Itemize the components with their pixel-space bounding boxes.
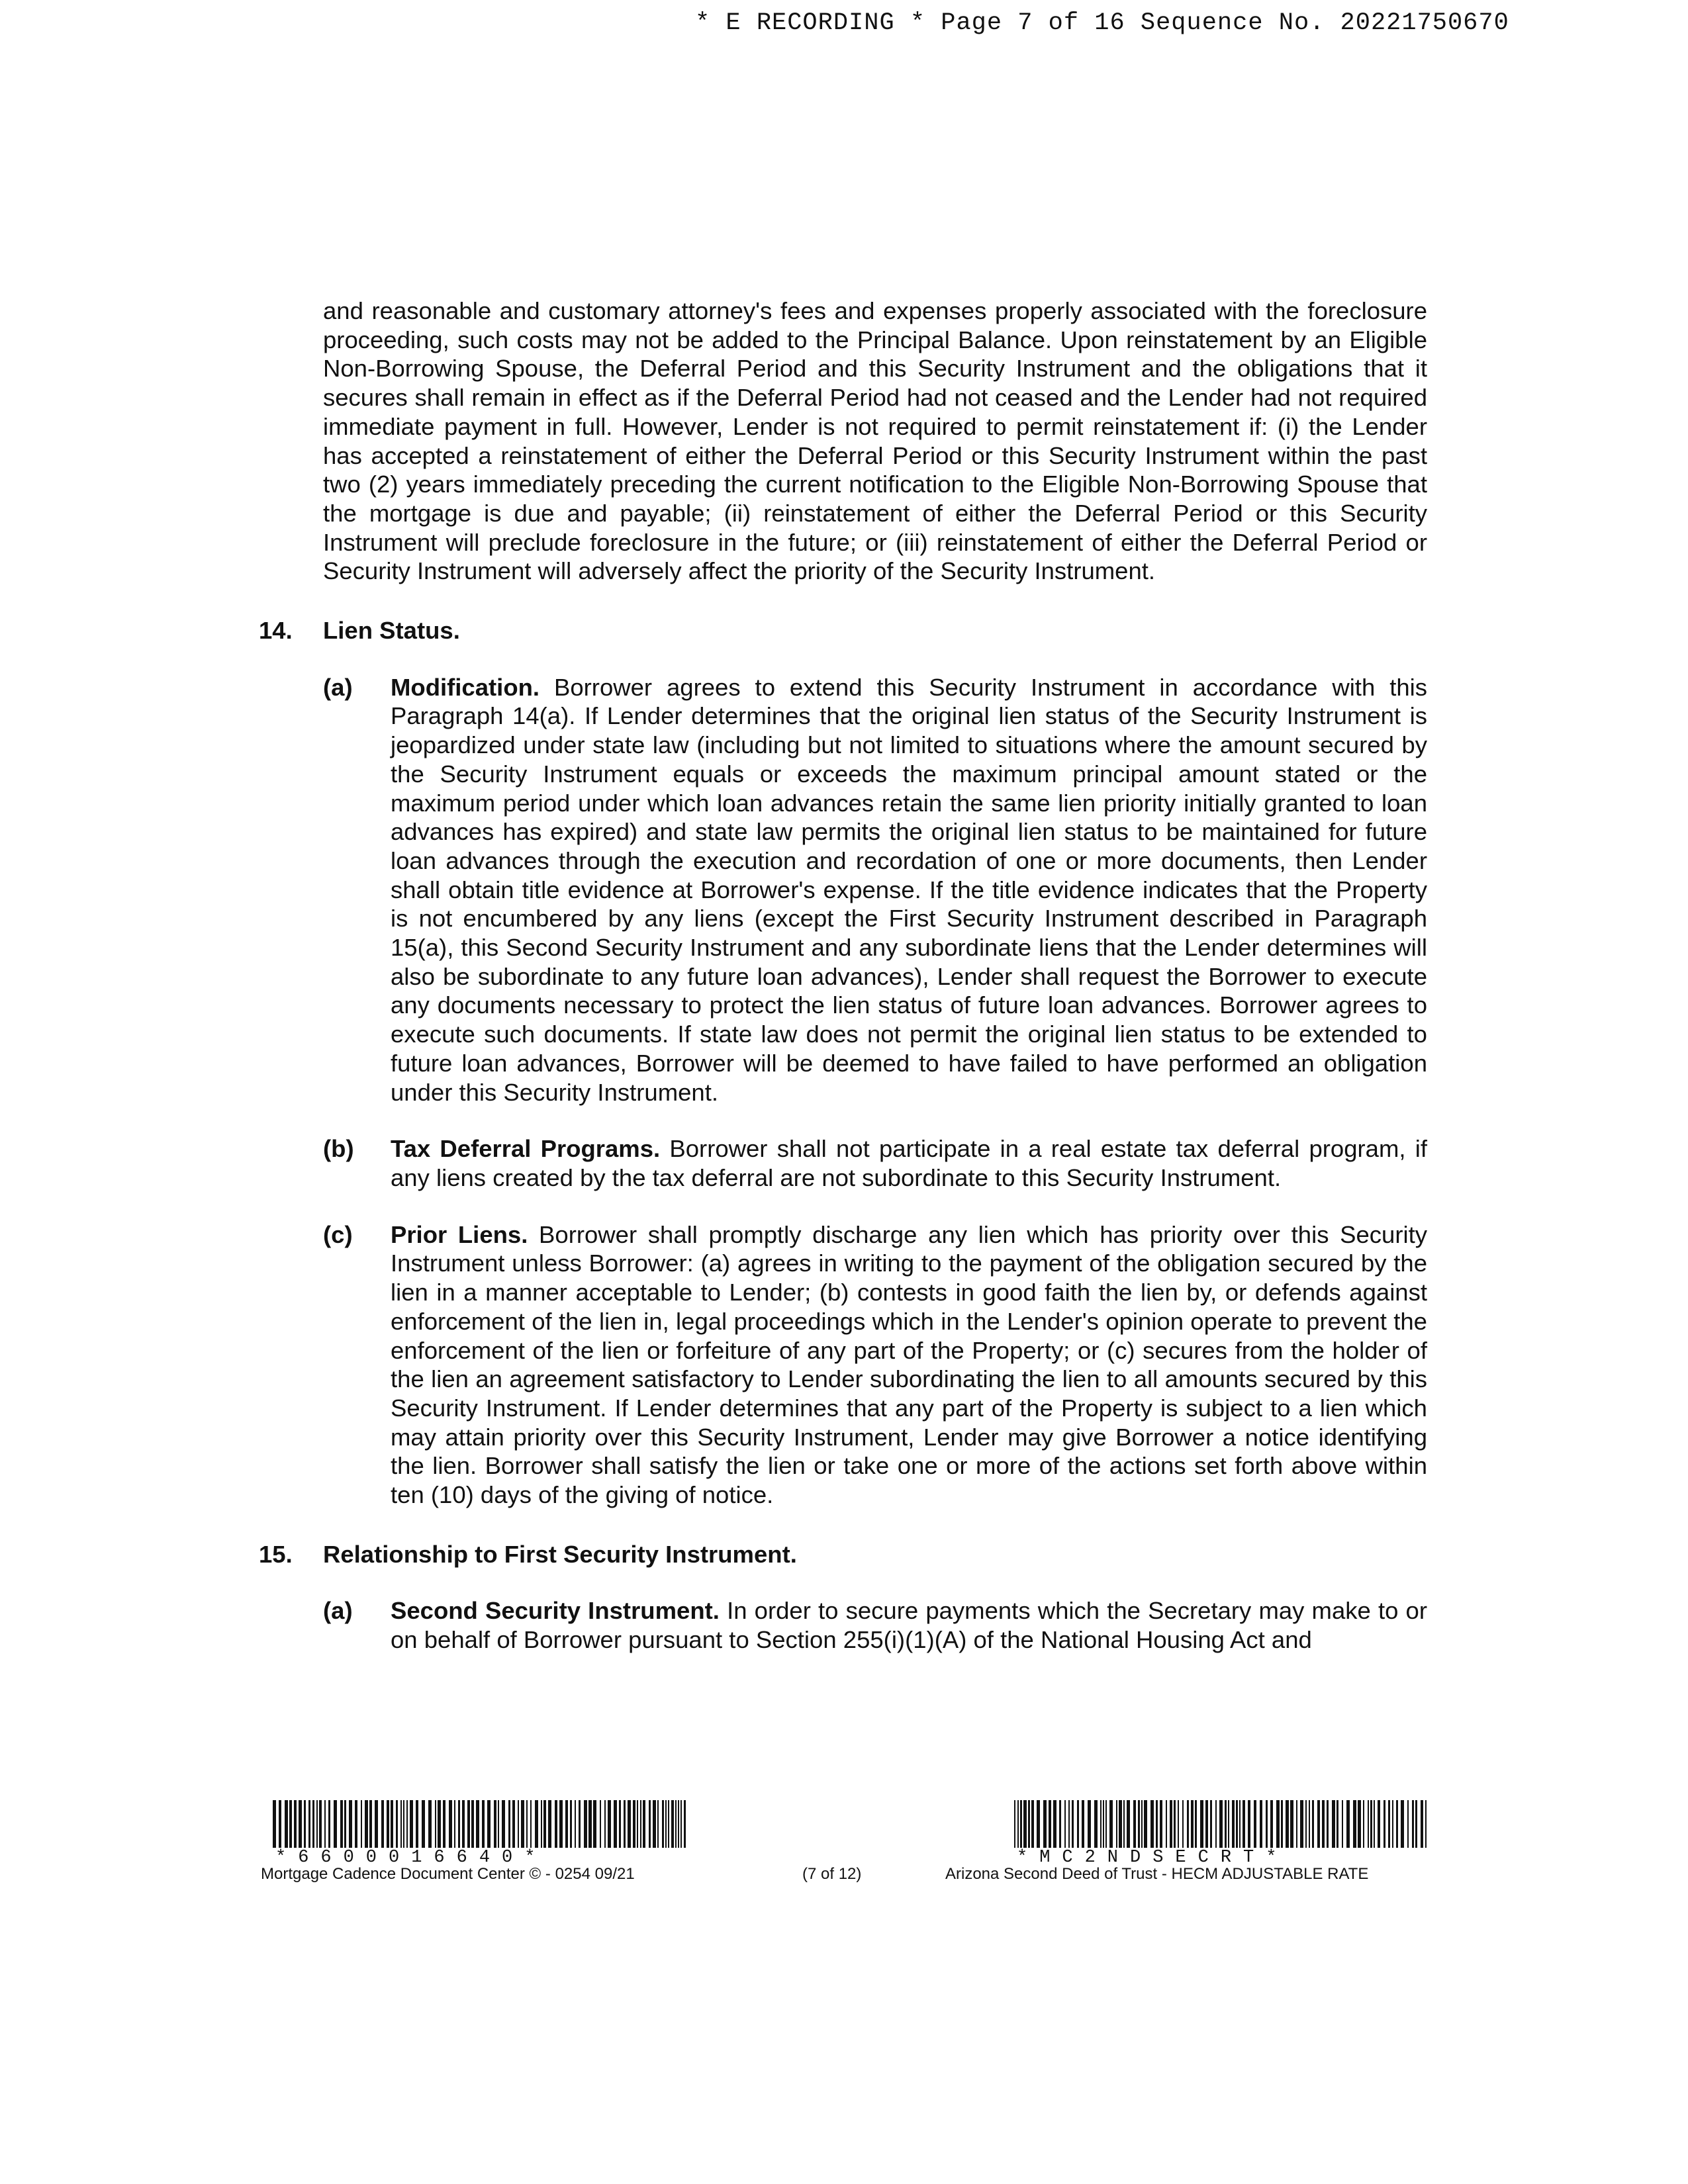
barcode-bar (308, 1800, 310, 1848)
barcode-bar (1191, 1800, 1194, 1848)
barcode-bar (512, 1800, 515, 1848)
barcode-bar (1123, 1800, 1125, 1848)
barcode-bar (1401, 1800, 1404, 1848)
barcode-bar (640, 1800, 641, 1848)
barcode-bar (1309, 1800, 1310, 1848)
barcode-bar (435, 1800, 436, 1848)
barcode-bar (1383, 1800, 1385, 1848)
barcode-bar (1116, 1800, 1117, 1848)
barcode-bar (535, 1800, 538, 1848)
barcode-bar (584, 1800, 587, 1848)
barcode-bar (671, 1800, 674, 1848)
barcode-bar (1043, 1800, 1047, 1848)
barcode-bar (498, 1800, 499, 1848)
barcode-right (1014, 1800, 1431, 1848)
barcode-bar (1105, 1800, 1107, 1848)
barcode-bar (543, 1800, 546, 1848)
barcode-bar (355, 1800, 357, 1848)
barcode-bar (1239, 1800, 1241, 1848)
section-14 (259, 616, 1427, 1510)
subsection-label: (c) (323, 1220, 353, 1248)
barcode-bar (1407, 1800, 1409, 1848)
barcode-bar (285, 1800, 288, 1848)
continued-paragraph: and reasonable and customary attorney's fees and expenses properly associated with the foreclosure proceeding, such costs may not be added to the Principal Balance. Upon reinstatement by an Eligible Non-Borrowing Spouse, the Deferral Period and this Security Instrument and the obligations that it secures shall remain in effect as if the Deferral Period had not ceased and the Lender had not required immediate payment in full. However, Lender is not required to permit reinstatement if: (i) the Lender has accepted a reinstatement of either the Deferral Period or this Security Instrument within the past two (2) years immediately preceding the current notification to the Eligible Non-Borrowing Spouse that the mortgage is due and payable; (ii) reinstatement of either the Deferral Period or this Security Instrument will preclude foreclosure in the future; or (iii) reinstatement of either the Deferral Period or Security Instrument will adversely affect the priority of the Security Instrument. (323, 297, 1427, 585)
barcode-bar (624, 1800, 626, 1848)
page-footer (252, 1800, 1430, 1883)
barcode-bar (665, 1800, 667, 1848)
barcode-bar (657, 1800, 659, 1848)
barcode-bar (422, 1800, 425, 1848)
barcode-bar (1138, 1800, 1140, 1848)
barcode-bar (633, 1800, 635, 1848)
barcode-bar (1017, 1800, 1019, 1848)
barcode-bar (526, 1800, 528, 1848)
barcode-bar (328, 1800, 330, 1848)
recording-stamp: * E RECORDING * Page 7 of 16 Sequence No. 20221750670 (695, 9, 1509, 37)
barcode-bar (1296, 1800, 1297, 1848)
barcode-bar (1336, 1800, 1338, 1848)
barcode-bar (1370, 1800, 1372, 1848)
barcode-bar (1100, 1800, 1102, 1848)
barcode-bar (273, 1800, 276, 1848)
barcode-bar (1290, 1800, 1293, 1848)
barcode-bar (530, 1800, 532, 1848)
barcode-bar (391, 1800, 393, 1848)
barcode-bar (1031, 1800, 1034, 1848)
barcode-bar (608, 1800, 611, 1848)
barcode-bar (1232, 1800, 1235, 1848)
barcode-bar (675, 1800, 677, 1848)
barcode-bar (1144, 1800, 1147, 1848)
subsection-paragraph (391, 673, 1427, 1107)
subsection-15a (323, 1596, 1428, 1654)
barcode-bar (1077, 1800, 1079, 1848)
barcode-bar (458, 1800, 460, 1848)
barcode-bar (1133, 1800, 1136, 1848)
barcode-bar (428, 1800, 432, 1848)
barcode-bar (1127, 1800, 1130, 1848)
barcode-bar (410, 1800, 413, 1848)
subsection-paragraph (391, 1220, 1427, 1510)
subsection-text: In order to secure payments which the Secretary may make to or on behalf of Borrower pursuant to Section 255(i)(1)(A) of the National Housing Act and (391, 1597, 1428, 1654)
barcode-bar (668, 1800, 669, 1848)
barcode-bar (588, 1800, 592, 1848)
barcode-bar (1103, 1800, 1104, 1848)
barcode-bar (1205, 1800, 1208, 1848)
subsection-text: Borrower agrees to extend this Security Instrument in accordance with this Paragraph 14(a). If Lender determines that the original lien status of the Security Instrument is jeopardized under state law (including but not limited to situations where the amount secured by the Security Instrument equals or exceeds the maximum principal amount stated or the maximum period under which loan advances retain the same lien priority initially granted to loan advances has expired) and state law permits the original lien status to be maintained for future loan advances through the execution and recordation of one or more documents, then Lender shall obtain title evidence at Borrower's expense. If the title evidence indicates that the Property is not encumbered by any liens (except the First Security Instrument described in Paragraph 15(a), this Second Security Instrument and any subordinate liens that the Lender determines will also be subordinate to any future loan advances), Lender shall request the Borrower to execute any documents necessary to protect the lien status of future loan advances. Borrower agrees to execute such documents. If state law does not permit the original lien status to be extended to future loan advances, Borrower will be deemed to have failed to have performed an obligation under this Security Instrument. (391, 673, 1427, 1106)
barcode-bar (1378, 1800, 1380, 1848)
subsection-label: (a) (323, 1597, 353, 1625)
barcode-bar (1276, 1800, 1280, 1848)
barcode-bar (1396, 1800, 1398, 1848)
subsection-label: (a) (323, 673, 353, 701)
barcode-bar (1358, 1800, 1361, 1848)
subsection-title: Modification. (391, 673, 540, 701)
barcode-bar (438, 1800, 441, 1848)
barcode-bar (1119, 1800, 1122, 1848)
barcode-bar (1064, 1800, 1066, 1848)
barcode-bar (508, 1800, 510, 1848)
barcode-bar (649, 1800, 651, 1848)
barcode-left (273, 1800, 690, 1848)
barcode-bar (1421, 1800, 1423, 1848)
barcode-bar (1215, 1800, 1217, 1848)
barcode-bar (462, 1800, 465, 1848)
barcode-bar (312, 1800, 314, 1848)
barcode-bar (1312, 1800, 1314, 1848)
barcode-left-text: *6600016640* (275, 1848, 547, 1868)
barcode-bar (361, 1800, 362, 1848)
barcode-bar (471, 1800, 474, 1848)
barcode-bar (680, 1800, 682, 1848)
barcode-bar (502, 1800, 505, 1848)
barcode-bar (344, 1800, 346, 1848)
barcode-bar (593, 1800, 596, 1848)
barcode-bar (1053, 1800, 1056, 1848)
barcode-bar (334, 1800, 337, 1848)
barcode-bar (319, 1800, 322, 1848)
barcode-bar (521, 1800, 524, 1848)
barcode-bar (1028, 1800, 1030, 1848)
barcode-bar (1286, 1800, 1289, 1848)
barcode-bar (1141, 1800, 1143, 1848)
section-15 (259, 1540, 1428, 1655)
footer-right-caption: Arizona Second Deed of Trust - HECM ADJUSTABLE RATE (945, 1865, 1369, 1883)
barcode-bar (662, 1800, 664, 1848)
barcode-bar (1160, 1800, 1162, 1848)
barcode-bar (1088, 1800, 1091, 1848)
barcode-bar (316, 1800, 318, 1848)
barcode-right-graphic (1014, 1800, 1431, 1848)
barcode-bar (1342, 1800, 1343, 1848)
barcode-bar (637, 1800, 638, 1848)
barcode-bar (619, 1800, 621, 1848)
subsection-paragraph (391, 1134, 1427, 1192)
barcode-bar (1187, 1800, 1189, 1848)
barcode-bar (548, 1800, 551, 1848)
barcode-bar (487, 1800, 491, 1848)
barcode-bar (541, 1800, 542, 1848)
barcode-bar (1037, 1800, 1040, 1848)
barcode-bar (1195, 1800, 1197, 1848)
barcode-bar (340, 1800, 343, 1848)
barcode-bar (518, 1800, 519, 1848)
barcode-bar (1236, 1800, 1238, 1848)
subsection-14a (323, 673, 1427, 1107)
barcode-bar (1182, 1800, 1184, 1848)
barcode-bar (1248, 1800, 1250, 1848)
barcode-bar (1374, 1800, 1375, 1848)
subsection-14c (323, 1220, 1427, 1510)
barcode-bar (1200, 1800, 1203, 1848)
barcode-bar (643, 1800, 645, 1848)
barcode-bar (1266, 1800, 1268, 1848)
barcode-bar (467, 1800, 470, 1848)
barcode-bar (1300, 1800, 1303, 1848)
barcode-bar (565, 1800, 568, 1848)
barcode-bar (1228, 1800, 1229, 1848)
barcode-bar (614, 1800, 617, 1848)
barcode-bar (349, 1800, 352, 1848)
barcode-bar (570, 1800, 572, 1848)
barcode-bar (476, 1800, 479, 1848)
barcode-bar (1254, 1800, 1256, 1848)
barcode-bar (1363, 1800, 1364, 1848)
barcode-bar (604, 1800, 606, 1848)
barcode-bar (1305, 1800, 1307, 1848)
section-number: 15. (259, 1540, 293, 1568)
barcode-bar (1178, 1800, 1179, 1848)
barcode-bar (1166, 1800, 1167, 1848)
barcode-bar (1425, 1800, 1427, 1848)
barcode-bar (406, 1800, 408, 1848)
barcode-bar (387, 1800, 389, 1848)
barcode-bar (1346, 1800, 1350, 1848)
barcode-bar (1023, 1800, 1027, 1848)
barcode-bar (304, 1800, 306, 1848)
footer-page-count: (7 of 12) (802, 1865, 862, 1883)
subsection-text: Borrower shall promptly discharge any lien which has priority over this Security Instrument unless Borrower: (a) agrees in writing to the payment of the obligation secured by the lien in a manner acceptable to Lender; (b) contests in good faith the lien by, or defends against enforcement of the lien in, legal proceedings which in the Lender's opinion operate to prevent the enforcement of the lien or forfeiture of any part of the Property; or (c) secures from the holder of the lien an agreement satisfactory to Lender subordinating the lien to all amounts secured by this Security Instrument. If Lender determines that any part of the Property is subject to a lien which may attain priority over this Security Instrument, Lender may give Borrower a notice identifying the lien. Borrower shall satisfy the lien or take one or more of the actions set forth above within ten (10) days of the giving of notice. (391, 1220, 1427, 1509)
barcode-bar (1392, 1800, 1393, 1848)
barcode-bar (400, 1800, 402, 1848)
subsection-title: Second Security Instrument. (391, 1597, 720, 1625)
barcode-bar (1014, 1800, 1015, 1848)
section-title: Lien Status. (323, 617, 460, 645)
barcode-bar (375, 1800, 378, 1848)
barcode-bar (416, 1800, 418, 1848)
barcode-bar (600, 1800, 601, 1848)
barcode-bar (653, 1800, 656, 1848)
barcode-bar (1322, 1800, 1325, 1848)
barcode-bar (1219, 1800, 1223, 1848)
barcode-bar (628, 1800, 631, 1848)
barcode-bar (294, 1800, 297, 1848)
barcode-bar (443, 1800, 445, 1848)
barcode-bar (449, 1800, 452, 1848)
barcode-bar (1327, 1800, 1329, 1848)
barcode-bar (289, 1800, 292, 1848)
footer-left-caption: Mortgage Cadence Document Center © - 0254 09/21 (261, 1865, 635, 1883)
barcode-bar (1281, 1800, 1283, 1848)
barcode-bar (579, 1800, 581, 1848)
barcode-bar (1225, 1800, 1227, 1848)
barcode-bar (1094, 1800, 1098, 1848)
barcode-bar (684, 1800, 686, 1848)
barcode-bar (1270, 1800, 1273, 1848)
barcode-bar (1020, 1800, 1022, 1848)
barcode-bar (494, 1800, 496, 1848)
barcode-bar (1353, 1800, 1356, 1848)
barcode-bar (1150, 1800, 1154, 1848)
barcode-bar (559, 1800, 563, 1848)
barcode-bar (1072, 1800, 1074, 1848)
barcode-bar (1109, 1800, 1113, 1848)
subsection-14b (323, 1134, 1427, 1192)
barcode-bar (1243, 1800, 1245, 1848)
barcode-bar (369, 1800, 372, 1848)
barcode-bar (678, 1800, 679, 1848)
barcode-bar (482, 1800, 485, 1848)
subsection-text: Borrower shall not participate in a real estate tax deferral program, if any liens created by the tax deferral are not subordinate to this Security Instrument. (391, 1135, 1427, 1191)
barcode-bar (1332, 1800, 1335, 1848)
barcode-bar (575, 1800, 576, 1848)
section-title: Relationship to First Security Instrument. (323, 1540, 797, 1568)
barcode-bar (324, 1800, 326, 1848)
barcode-bar (299, 1800, 302, 1848)
barcode-bar (1059, 1800, 1061, 1848)
barcode-bar (396, 1800, 398, 1848)
barcode-right-text: *MC2NDSECRT* (1017, 1848, 1289, 1868)
barcode-bar (1415, 1800, 1417, 1848)
barcode-bar (1049, 1800, 1051, 1848)
barcode-bar (1412, 1800, 1414, 1848)
barcode-bar (1170, 1800, 1172, 1848)
barcode-left-graphic (273, 1800, 690, 1848)
subsection-title: Prior Liens. (391, 1220, 528, 1248)
subsection-title: Tax Deferral Programs. (391, 1135, 661, 1163)
barcode-bar (403, 1800, 404, 1848)
barcode-bar (1317, 1800, 1320, 1848)
barcode-bar (1260, 1800, 1262, 1848)
barcode-bar (1082, 1800, 1084, 1848)
barcode-bar (1388, 1800, 1390, 1848)
barcode-bar (1156, 1800, 1158, 1848)
document-body (259, 296, 1428, 1655)
barcode-bar (1210, 1800, 1212, 1848)
barcode-bar (1068, 1800, 1070, 1848)
section-number: 14. (259, 617, 293, 645)
barcode-bar (1174, 1800, 1176, 1848)
barcode-bar (381, 1800, 384, 1848)
subsection-label: (b) (323, 1135, 354, 1163)
barcode-bar (454, 1800, 455, 1848)
barcode-bar (279, 1800, 281, 1848)
barcode-bar (1368, 1800, 1369, 1848)
subsection-paragraph (391, 1596, 1427, 1654)
barcode-bar (555, 1800, 557, 1848)
barcode-bar (365, 1800, 368, 1848)
